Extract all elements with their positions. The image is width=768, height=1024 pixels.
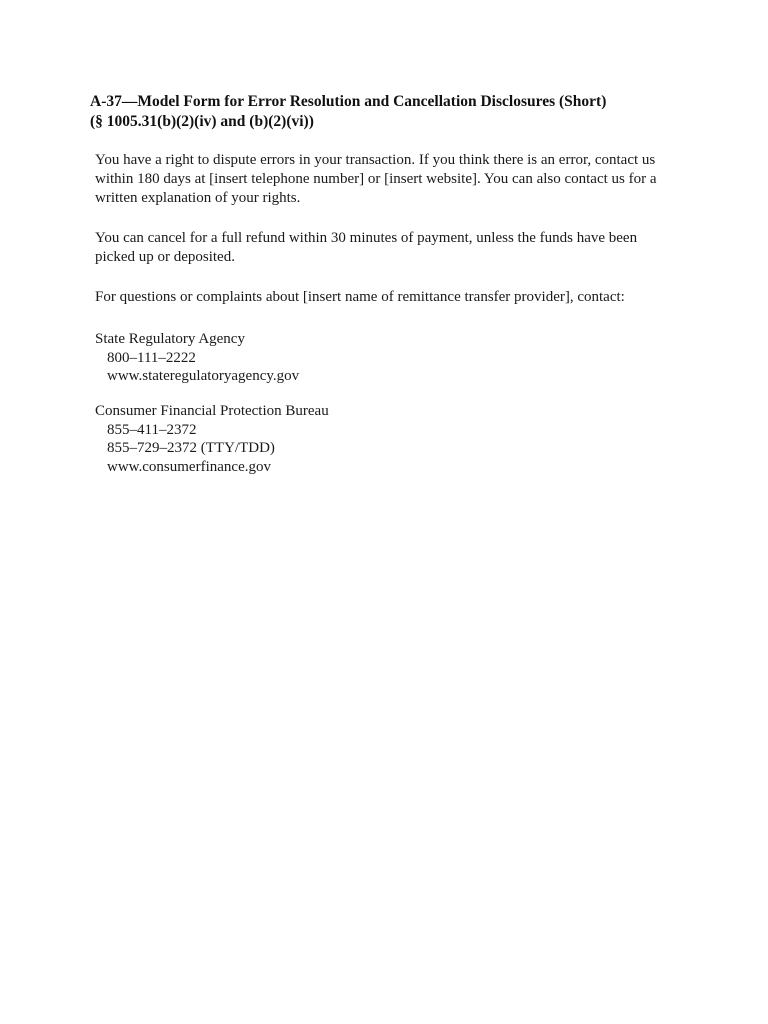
contact-name: State Regulatory Agency (95, 331, 245, 347)
contact-tty-phone: 855–729–2372 (TTY/TDD) (107, 440, 275, 456)
paragraph-line: You have a right to dispute errors in your transaction. If you think there is an error, contact us (95, 152, 656, 168)
form-heading (90, 92, 606, 132)
heading-citation: (§ 1005.31(b)(2)(iv) and (b)(2)(vi)) (90, 113, 314, 130)
dispute-errors-paragraph (95, 151, 695, 208)
contact-name: Consumer Financial Protection Bureau (95, 403, 329, 419)
paragraph-line: For questions or complaints about [insert name of remittance transfer provider], contact: (95, 289, 625, 305)
paragraph-line: written explanation of your rights. (95, 190, 301, 206)
contact-phone: 800–111–2222 (107, 349, 196, 366)
contact-website: www.stateregulatoryagency.gov (107, 368, 300, 384)
paragraph-line: You can cancel for a full refund within 30 minutes of payment, unless the funds have been (95, 230, 638, 246)
cancellation-paragraph (95, 229, 695, 267)
complaints-paragraph (95, 288, 695, 307)
heading-title: A-37—Model Form for Error Resolution and Cancellation Disclosures (Short) (90, 93, 607, 110)
paragraph-line: within 180 days at [insert telephone number] or [insert website]. You can also contact us for a (95, 171, 657, 187)
cfpb-contact (95, 402, 329, 476)
contact-phone: 855–411–2372 (107, 421, 197, 438)
contact-website: www.consumerfinance.gov (107, 458, 271, 475)
paragraph-line: picked up or deposited. (95, 249, 235, 265)
state-agency-contact (95, 330, 299, 386)
